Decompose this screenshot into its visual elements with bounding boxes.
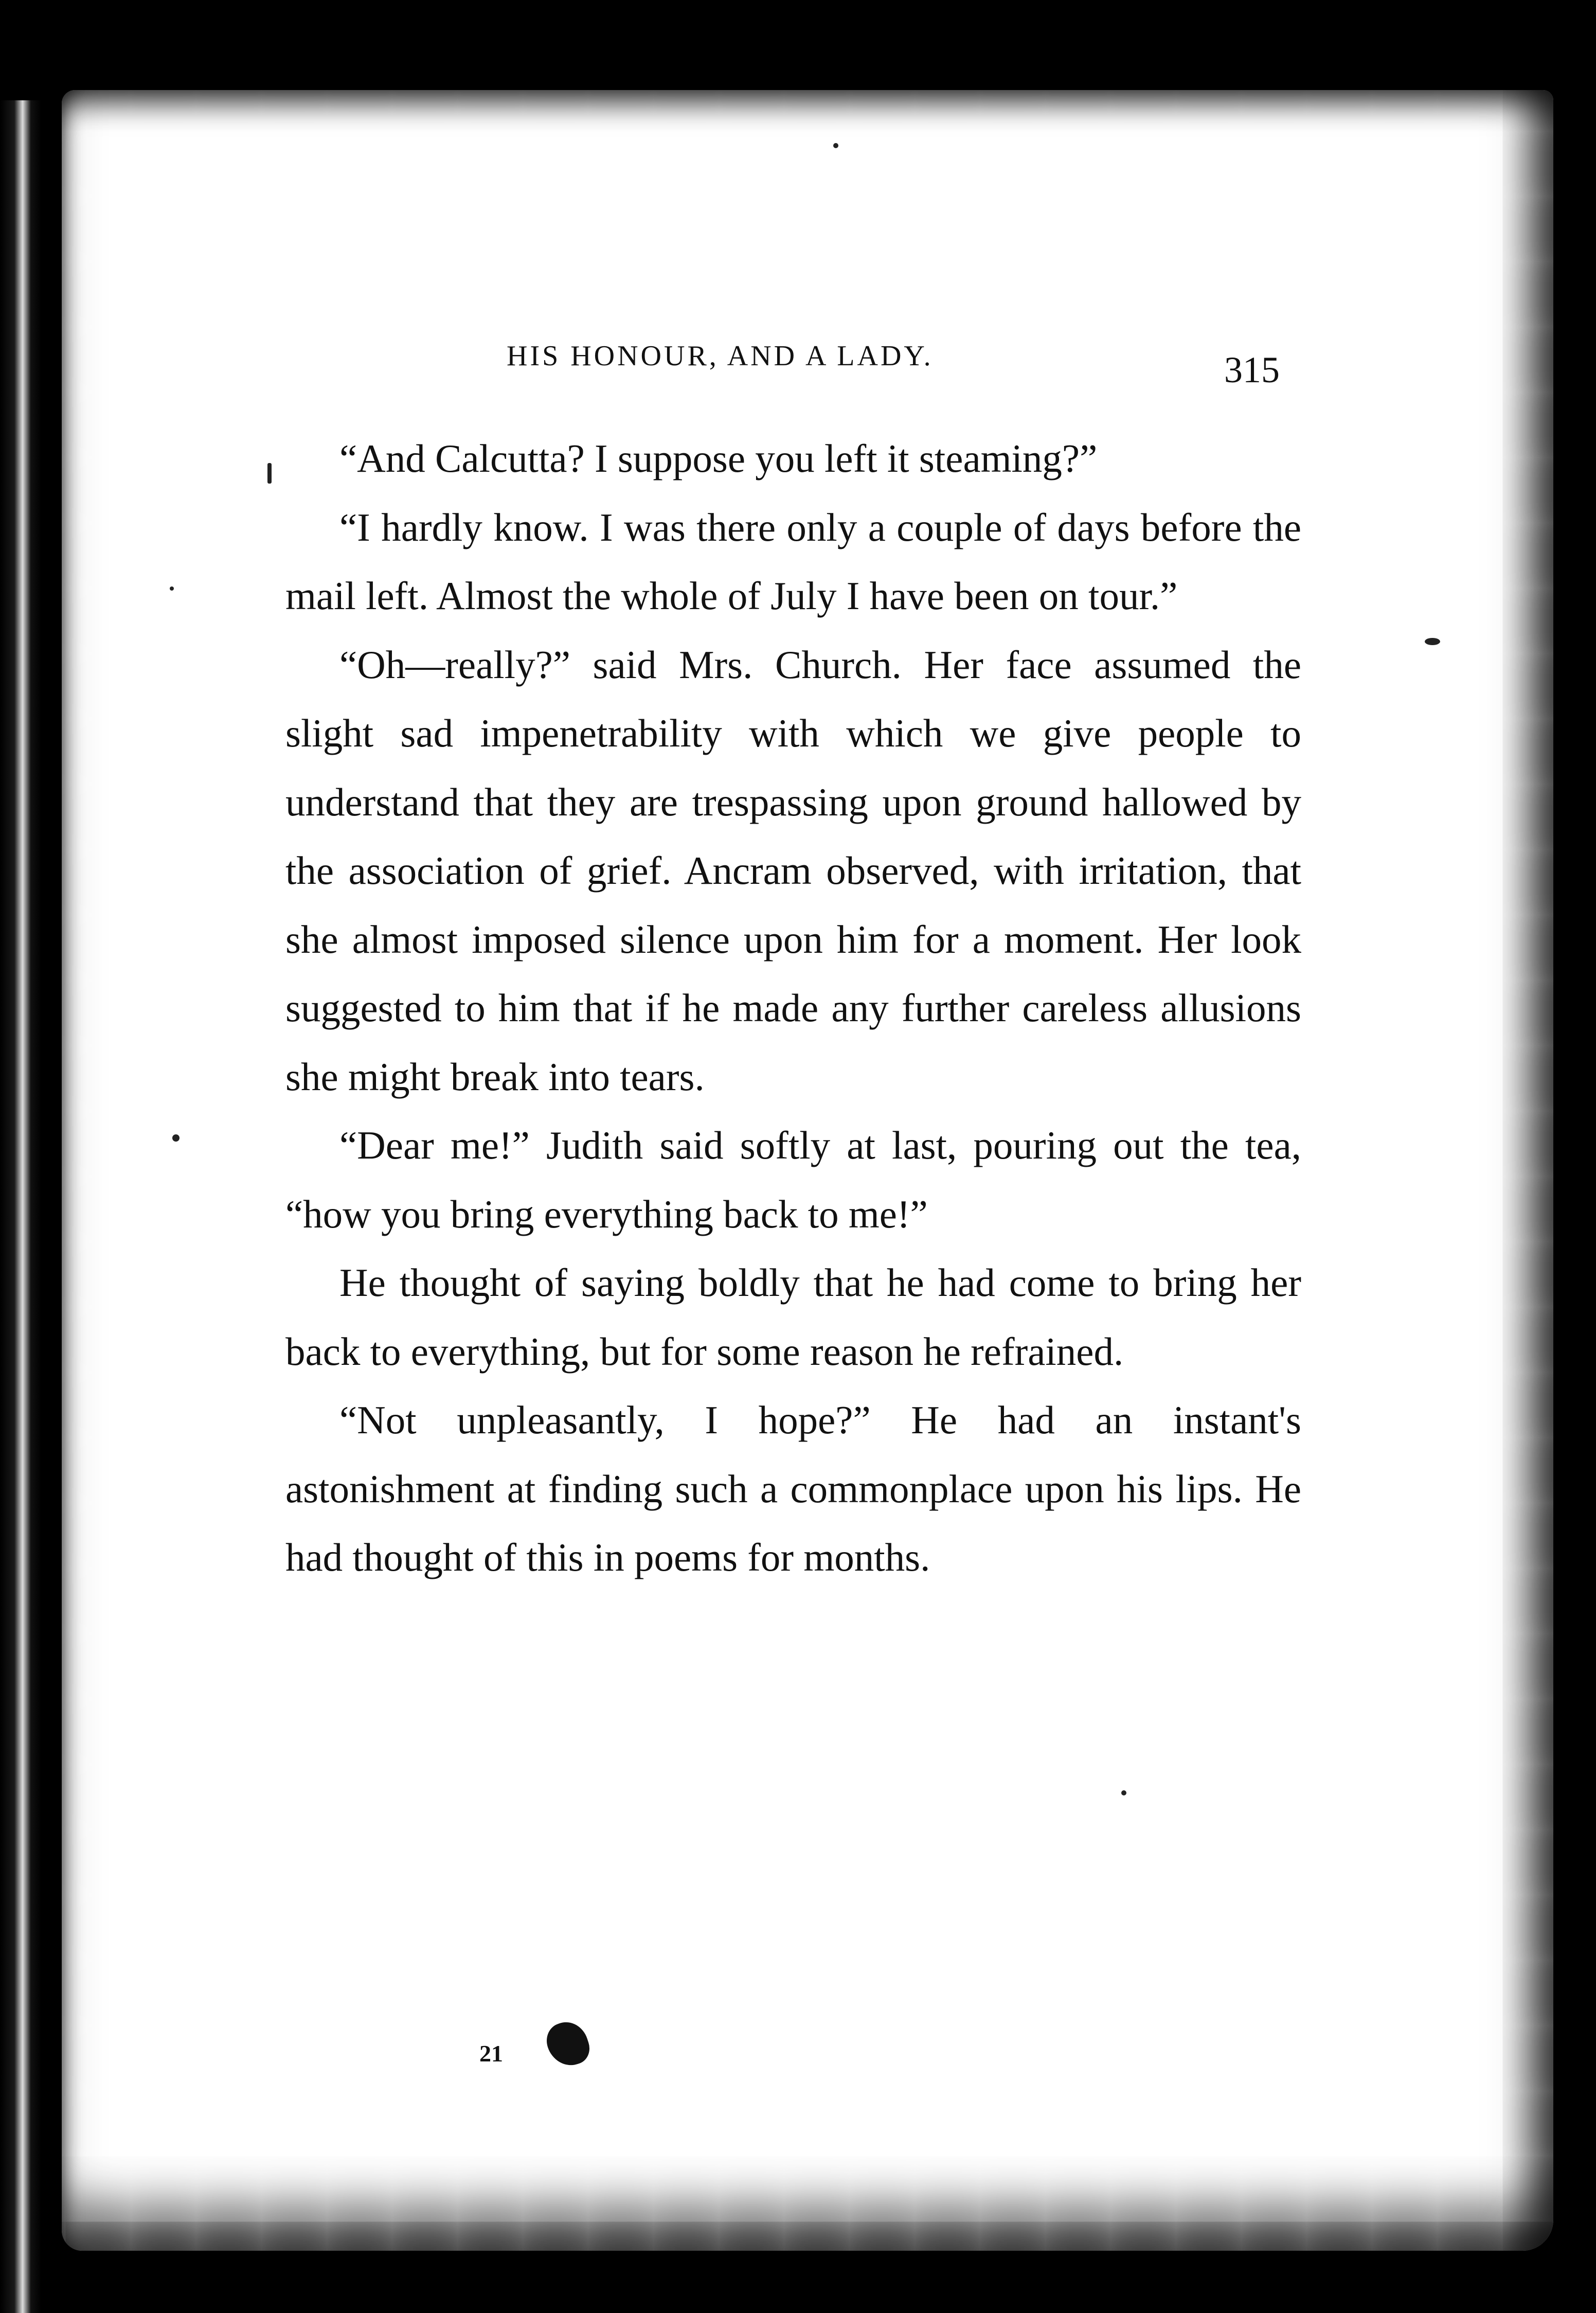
running-head: HIS HONOUR, AND A LADY. [507,340,934,372]
speck [1121,1790,1126,1795]
paragraph: “Dear me!” Judith said softly at last, pouring out the tea, “how you bring everything back to me!” [285,1123,1301,1236]
body-text [285,424,1301,1592]
paragraph: “And Calcutta? I suppose you left it steaming?” [339,436,1098,481]
speck [833,143,838,148]
paragraph: “Oh—really?” said Mrs. Church. Her face assumed the slight sad impenetrability with which we give people to understand that they are trespassing upon ground hallowed by the association of grief. Ancram observed, with irritation, that she almost imposed silence upon him for a moment. Her look suggested to him that if he made any further careless allusions she might break into tears. [285,642,1301,1099]
speck [267,463,272,484]
speck [1425,638,1440,645]
paragraph: “Not unpleasantly, I hope?” He had an instant's astonishment at finding such a commonplace upon his lips. He had thought of this in poems for months. [285,1398,1301,1579]
page-number: 315 [1224,349,1280,390]
facing-page-edge [0,100,41,2313]
paragraph: “I hardly know. I was there only a couple of days before the mail left. Almost the whole of July I have been on tour.” [285,505,1301,618]
speck [172,1134,180,1142]
speck [170,586,174,591]
paragraph: He thought of saying boldly that he had come to bring her back to everything, but for some reason he refrained. [285,1260,1301,1374]
signature-mark: 21 [479,2040,503,2067]
